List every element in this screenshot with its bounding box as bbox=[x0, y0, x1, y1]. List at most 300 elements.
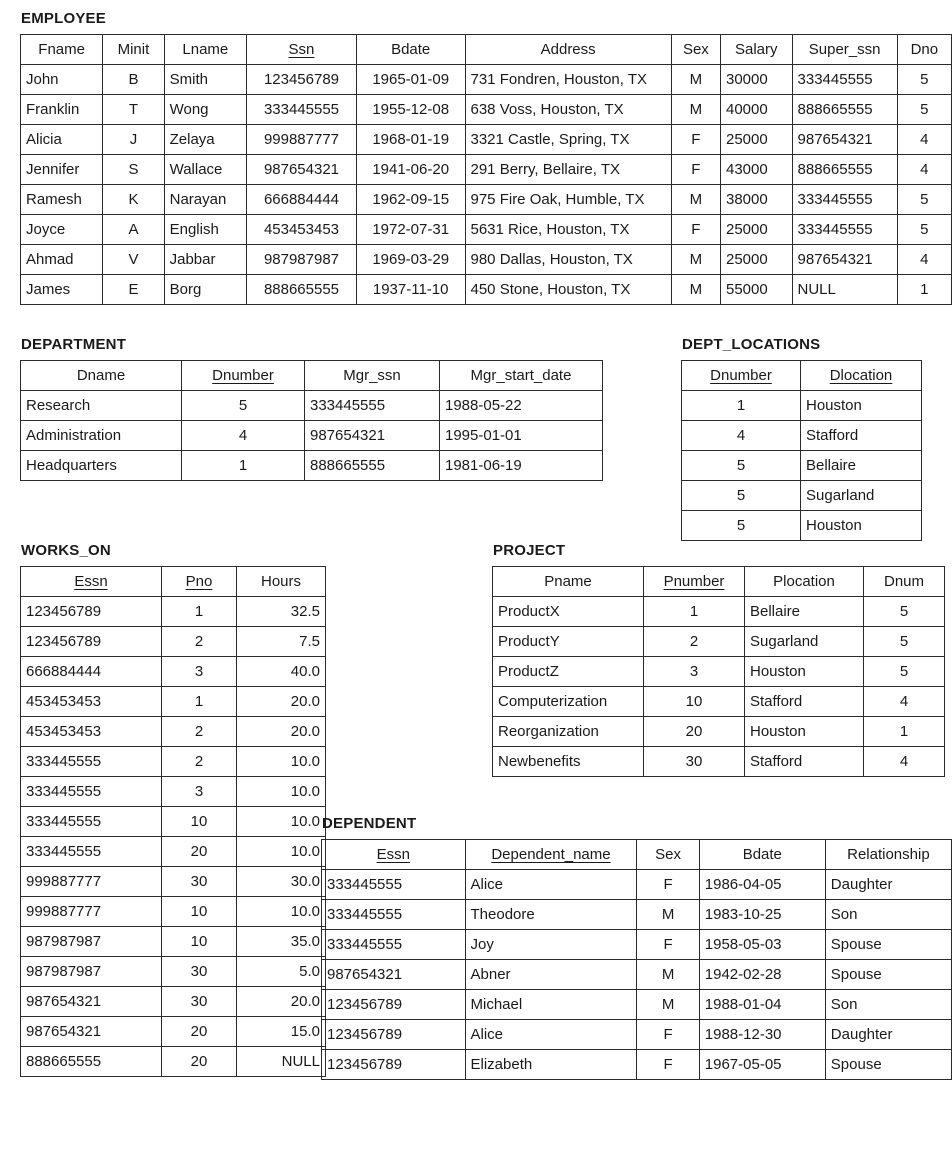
table-row bbox=[21, 215, 952, 245]
cell-sex: F bbox=[637, 1020, 699, 1050]
dependent-section bbox=[321, 815, 952, 1080]
cell-essn: 333445555 bbox=[21, 747, 162, 777]
project-section bbox=[492, 542, 945, 777]
cell-pno: 30 bbox=[162, 867, 237, 897]
cell-pno: 20 bbox=[162, 837, 237, 867]
cell-relationship: Spouse bbox=[825, 960, 951, 990]
cell-plocation: Stafford bbox=[745, 687, 864, 717]
cell-hours: 10.0 bbox=[237, 897, 326, 927]
cell-sex: M bbox=[637, 990, 699, 1020]
cell-dlocation: Sugarland bbox=[801, 481, 922, 511]
cell-address: 5631 Rice, Houston, TX bbox=[465, 215, 671, 245]
cell-sex: F bbox=[671, 215, 720, 245]
cell-hours: 7.5 bbox=[237, 627, 326, 657]
cell-essn: 888665555 bbox=[21, 1047, 162, 1077]
table-row bbox=[493, 657, 945, 687]
cell-relationship: Son bbox=[825, 900, 951, 930]
column-header-pname: Pname bbox=[493, 567, 644, 597]
cell-address: 980 Dallas, Houston, TX bbox=[465, 245, 671, 275]
cell-sex: M bbox=[671, 95, 720, 125]
cell-essn: 333445555 bbox=[21, 807, 162, 837]
cell-lname: Wong bbox=[164, 95, 246, 125]
cell-dlocation: Houston bbox=[801, 391, 922, 421]
cell-essn: 999887777 bbox=[21, 897, 162, 927]
cell-hours: NULL bbox=[237, 1047, 326, 1077]
cell-address: 975 Fire Oak, Humble, TX bbox=[465, 185, 671, 215]
cell-dlocation: Stafford bbox=[801, 421, 922, 451]
cell-fname: James bbox=[21, 275, 103, 305]
cell-pnumber: 30 bbox=[644, 747, 745, 777]
dependent-table bbox=[321, 839, 952, 1080]
cell-essn: 333445555 bbox=[322, 900, 466, 930]
cell-dno: 4 bbox=[897, 155, 951, 185]
cell-fname: Jennifer bbox=[21, 155, 103, 185]
column-header-mgr-ssn: Mgr_ssn bbox=[305, 361, 440, 391]
cell-pno: 1 bbox=[162, 597, 237, 627]
cell-plocation: Stafford bbox=[745, 747, 864, 777]
column-header-dno: Dno bbox=[897, 35, 951, 65]
column-header-bdate: Bdate bbox=[699, 840, 825, 870]
cell-ssn: 666884444 bbox=[247, 185, 357, 215]
cell-hours: 35.0 bbox=[237, 927, 326, 957]
cell-bdate: 1983-10-25 bbox=[699, 900, 825, 930]
cell-pnumber: 1 bbox=[644, 597, 745, 627]
cell-hours: 32.5 bbox=[237, 597, 326, 627]
cell-dlocation: Bellaire bbox=[801, 451, 922, 481]
cell-salary: 25000 bbox=[721, 215, 793, 245]
cell-bdate: 1967-05-05 bbox=[699, 1050, 825, 1080]
project-title: PROJECT bbox=[493, 542, 566, 559]
table-row bbox=[21, 391, 603, 421]
cell-mgr-start-date: 1988-05-22 bbox=[440, 391, 603, 421]
cell-essn: 987654321 bbox=[322, 960, 466, 990]
cell-sex: M bbox=[637, 960, 699, 990]
table-row bbox=[21, 867, 326, 897]
cell-pnumber: 2 bbox=[644, 627, 745, 657]
cell-dependent-name: Michael bbox=[465, 990, 637, 1020]
table-row bbox=[21, 275, 952, 305]
table-row bbox=[21, 717, 326, 747]
table-row bbox=[21, 627, 326, 657]
cell-bdate: 1941-06-20 bbox=[356, 155, 465, 185]
cell-mgr-ssn: 888665555 bbox=[305, 451, 440, 481]
cell-ssn: 888665555 bbox=[247, 275, 357, 305]
cell-pno: 20 bbox=[162, 1047, 237, 1077]
cell-dname: Headquarters bbox=[21, 451, 182, 481]
cell-ssn: 453453453 bbox=[247, 215, 357, 245]
cell-bdate: 1955-12-08 bbox=[356, 95, 465, 125]
column-header-bdate: Bdate bbox=[356, 35, 465, 65]
cell-essn: 123456789 bbox=[322, 1020, 466, 1050]
column-header-dependent-name: Dependent_name bbox=[465, 840, 637, 870]
cell-dependent-name: Alice bbox=[465, 1020, 637, 1050]
cell-pname: Reorganization bbox=[493, 717, 644, 747]
header-row bbox=[493, 567, 945, 597]
cell-sex: M bbox=[671, 275, 720, 305]
column-header-mgr-start-date: Mgr_start_date bbox=[440, 361, 603, 391]
cell-essn: 987654321 bbox=[21, 1017, 162, 1047]
works-on-title: WORKS_ON bbox=[21, 542, 111, 559]
cell-fname: Alicia bbox=[21, 125, 103, 155]
cell-hours: 10.0 bbox=[237, 747, 326, 777]
column-header-minit: Minit bbox=[103, 35, 164, 65]
column-header-plocation: Plocation bbox=[745, 567, 864, 597]
cell-salary: 55000 bbox=[721, 275, 793, 305]
column-header-pnumber: Pnumber bbox=[644, 567, 745, 597]
cell-pno: 2 bbox=[162, 747, 237, 777]
cell-minit: A bbox=[103, 215, 164, 245]
cell-sex: F bbox=[637, 1050, 699, 1080]
cell-minit: K bbox=[103, 185, 164, 215]
cell-fname: Ahmad bbox=[21, 245, 103, 275]
cell-hours: 30.0 bbox=[237, 867, 326, 897]
cell-sex: F bbox=[671, 155, 720, 185]
column-header-relationship: Relationship bbox=[825, 840, 951, 870]
column-header-dnum: Dnum bbox=[864, 567, 945, 597]
column-header-super-ssn: Super_ssn bbox=[792, 35, 897, 65]
cell-dependent-name: Abner bbox=[465, 960, 637, 990]
column-header-dnumber: Dnumber bbox=[182, 361, 305, 391]
cell-hours: 5.0 bbox=[237, 957, 326, 987]
cell-essn: 987987987 bbox=[21, 927, 162, 957]
table-row bbox=[322, 990, 952, 1020]
cell-address: 3321 Castle, Spring, TX bbox=[465, 125, 671, 155]
cell-dnumber: 5 bbox=[182, 391, 305, 421]
table-row bbox=[21, 687, 326, 717]
table-row bbox=[21, 747, 326, 777]
cell-dno: 5 bbox=[897, 185, 951, 215]
cell-essn: 453453453 bbox=[21, 687, 162, 717]
cell-salary: 38000 bbox=[721, 185, 793, 215]
cell-super-ssn: 333445555 bbox=[792, 215, 897, 245]
employee-title: EMPLOYEE bbox=[21, 10, 106, 27]
table-row bbox=[21, 657, 326, 687]
cell-fname: Franklin bbox=[21, 95, 103, 125]
cell-mgr-start-date: 1981-06-19 bbox=[440, 451, 603, 481]
cell-address: 450 Stone, Houston, TX bbox=[465, 275, 671, 305]
cell-plocation: Houston bbox=[745, 657, 864, 687]
department-section bbox=[20, 336, 603, 481]
cell-dnum: 5 bbox=[864, 597, 945, 627]
cell-relationship: Daughter bbox=[825, 1020, 951, 1050]
cell-ssn: 999887777 bbox=[247, 125, 357, 155]
cell-relationship: Son bbox=[825, 990, 951, 1020]
table-row bbox=[493, 687, 945, 717]
cell-plocation: Sugarland bbox=[745, 627, 864, 657]
cell-hours: 20.0 bbox=[237, 987, 326, 1017]
column-header-sex: Sex bbox=[671, 35, 720, 65]
cell-pno: 1 bbox=[162, 687, 237, 717]
column-header-salary: Salary bbox=[721, 35, 793, 65]
cell-minit: J bbox=[103, 125, 164, 155]
table-row bbox=[21, 957, 326, 987]
cell-bdate: 1937-11-10 bbox=[356, 275, 465, 305]
table-row bbox=[322, 930, 952, 960]
cell-essn: 453453453 bbox=[21, 717, 162, 747]
cell-super-ssn: 888665555 bbox=[792, 95, 897, 125]
cell-pnumber: 10 bbox=[644, 687, 745, 717]
cell-minit: E bbox=[103, 275, 164, 305]
department-title: DEPARTMENT bbox=[21, 336, 127, 353]
header-row bbox=[322, 840, 952, 870]
cell-hours: 15.0 bbox=[237, 1017, 326, 1047]
cell-sex: M bbox=[671, 185, 720, 215]
cell-sex: M bbox=[671, 245, 720, 275]
cell-fname: John bbox=[21, 65, 103, 95]
cell-pno: 3 bbox=[162, 777, 237, 807]
cell-minit: B bbox=[103, 65, 164, 95]
cell-dnum: 4 bbox=[864, 687, 945, 717]
cell-dno: 4 bbox=[897, 125, 951, 155]
table-row bbox=[21, 837, 326, 867]
cell-lname: English bbox=[164, 215, 246, 245]
cell-essn: 666884444 bbox=[21, 657, 162, 687]
cell-pno: 30 bbox=[162, 957, 237, 987]
column-header-ssn: Ssn bbox=[247, 35, 357, 65]
cell-relationship: Spouse bbox=[825, 1050, 951, 1080]
cell-dno: 5 bbox=[897, 95, 951, 125]
cell-dnumber: 4 bbox=[182, 421, 305, 451]
cell-lname: Jabbar bbox=[164, 245, 246, 275]
cell-bdate: 1969-03-29 bbox=[356, 245, 465, 275]
dept-locations-section bbox=[681, 336, 922, 541]
table-row bbox=[682, 451, 922, 481]
cell-minit: S bbox=[103, 155, 164, 185]
cell-pno: 2 bbox=[162, 717, 237, 747]
cell-pno: 10 bbox=[162, 927, 237, 957]
cell-minit: T bbox=[103, 95, 164, 125]
cell-relationship: Daughter bbox=[825, 870, 951, 900]
cell-super-ssn: 987654321 bbox=[792, 245, 897, 275]
cell-essn: 123456789 bbox=[322, 990, 466, 1020]
column-header-essn: Essn bbox=[21, 567, 162, 597]
table-row bbox=[21, 1017, 326, 1047]
cell-dlocation: Houston bbox=[801, 511, 922, 541]
cell-address: 731 Fondren, Houston, TX bbox=[465, 65, 671, 95]
cell-pno: 10 bbox=[162, 897, 237, 927]
cell-dnum: 1 bbox=[864, 717, 945, 747]
header-row bbox=[21, 361, 603, 391]
column-header-sex: Sex bbox=[637, 840, 699, 870]
table-row bbox=[21, 245, 952, 275]
cell-essn: 999887777 bbox=[21, 867, 162, 897]
cell-dname: Administration bbox=[21, 421, 182, 451]
column-header-fname: Fname bbox=[21, 35, 103, 65]
cell-pname: Computerization bbox=[493, 687, 644, 717]
cell-dno: 5 bbox=[897, 215, 951, 245]
table-row bbox=[493, 747, 945, 777]
cell-essn: 123456789 bbox=[21, 627, 162, 657]
cell-bdate: 1942-02-28 bbox=[699, 960, 825, 990]
cell-essn: 333445555 bbox=[322, 930, 466, 960]
cell-bdate: 1962-09-15 bbox=[356, 185, 465, 215]
table-row bbox=[682, 391, 922, 421]
cell-fname: Joyce bbox=[21, 215, 103, 245]
department-table bbox=[20, 360, 603, 481]
cell-sex: M bbox=[637, 900, 699, 930]
employee-section bbox=[20, 10, 952, 305]
table-row bbox=[21, 65, 952, 95]
cell-mgr-ssn: 987654321 bbox=[305, 421, 440, 451]
cell-dnum: 4 bbox=[864, 747, 945, 777]
table-row bbox=[682, 481, 922, 511]
cell-ssn: 333445555 bbox=[247, 95, 357, 125]
cell-dno: 5 bbox=[897, 65, 951, 95]
table-row bbox=[682, 511, 922, 541]
cell-dno: 4 bbox=[897, 245, 951, 275]
cell-essn: 987987987 bbox=[21, 957, 162, 987]
table-row bbox=[21, 421, 603, 451]
header-row bbox=[682, 361, 922, 391]
table-row bbox=[322, 1050, 952, 1080]
table-row bbox=[21, 987, 326, 1017]
cell-pname: ProductZ bbox=[493, 657, 644, 687]
cell-dnumber: 5 bbox=[682, 481, 801, 511]
cell-address: 638 Voss, Houston, TX bbox=[465, 95, 671, 125]
cell-hours: 10.0 bbox=[237, 777, 326, 807]
cell-salary: 40000 bbox=[721, 95, 793, 125]
cell-super-ssn: NULL bbox=[792, 275, 897, 305]
cell-mgr-ssn: 333445555 bbox=[305, 391, 440, 421]
cell-sex: F bbox=[637, 930, 699, 960]
table-row bbox=[322, 960, 952, 990]
cell-dependent-name: Joy bbox=[465, 930, 637, 960]
cell-hours: 20.0 bbox=[237, 687, 326, 717]
table-row bbox=[493, 627, 945, 657]
cell-hours: 10.0 bbox=[237, 837, 326, 867]
cell-bdate: 1972-07-31 bbox=[356, 215, 465, 245]
table-row bbox=[21, 927, 326, 957]
cell-sex: M bbox=[671, 65, 720, 95]
cell-bdate: 1986-04-05 bbox=[699, 870, 825, 900]
cell-lname: Zelaya bbox=[164, 125, 246, 155]
dependent-title: DEPENDENT bbox=[322, 815, 417, 832]
cell-essn: 123456789 bbox=[322, 1050, 466, 1080]
column-header-dnumber: Dnumber bbox=[682, 361, 801, 391]
column-header-essn: Essn bbox=[322, 840, 466, 870]
table-row bbox=[493, 717, 945, 747]
table-row bbox=[682, 421, 922, 451]
cell-dnumber: 5 bbox=[682, 451, 801, 481]
cell-dnumber: 1 bbox=[182, 451, 305, 481]
table-row bbox=[21, 95, 952, 125]
cell-bdate: 1988-01-04 bbox=[699, 990, 825, 1020]
table-row bbox=[21, 451, 603, 481]
cell-dependent-name: Alice bbox=[465, 870, 637, 900]
cell-pname: ProductY bbox=[493, 627, 644, 657]
cell-dname: Research bbox=[21, 391, 182, 421]
table-row bbox=[322, 900, 952, 930]
cell-bdate: 1968-01-19 bbox=[356, 125, 465, 155]
cell-pno: 20 bbox=[162, 1017, 237, 1047]
cell-dnumber: 4 bbox=[682, 421, 801, 451]
cell-minit: V bbox=[103, 245, 164, 275]
cell-mgr-start-date: 1995-01-01 bbox=[440, 421, 603, 451]
cell-address: 291 Berry, Bellaire, TX bbox=[465, 155, 671, 185]
cell-hours: 40.0 bbox=[237, 657, 326, 687]
column-header-lname: Lname bbox=[164, 35, 246, 65]
table-row bbox=[21, 597, 326, 627]
table-row bbox=[21, 155, 952, 185]
cell-lname: Smith bbox=[164, 65, 246, 95]
cell-dependent-name: Theodore bbox=[465, 900, 637, 930]
header-row bbox=[21, 567, 326, 597]
cell-hours: 20.0 bbox=[237, 717, 326, 747]
table-row bbox=[21, 125, 952, 155]
column-header-dname: Dname bbox=[21, 361, 182, 391]
table-row bbox=[21, 897, 326, 927]
cell-relationship: Spouse bbox=[825, 930, 951, 960]
works-on-section bbox=[20, 542, 326, 1077]
cell-pnumber: 20 bbox=[644, 717, 745, 747]
cell-dno: 1 bbox=[897, 275, 951, 305]
column-header-pno: Pno bbox=[162, 567, 237, 597]
table-row bbox=[493, 597, 945, 627]
table-row bbox=[21, 807, 326, 837]
cell-super-ssn: 333445555 bbox=[792, 185, 897, 215]
cell-dnum: 5 bbox=[864, 627, 945, 657]
table-row bbox=[21, 777, 326, 807]
column-header-address: Address bbox=[465, 35, 671, 65]
table-row bbox=[21, 185, 952, 215]
cell-sex: F bbox=[637, 870, 699, 900]
table-row bbox=[21, 1047, 326, 1077]
cell-essn: 123456789 bbox=[21, 597, 162, 627]
cell-plocation: Bellaire bbox=[745, 597, 864, 627]
cell-lname: Narayan bbox=[164, 185, 246, 215]
cell-bdate: 1965-01-09 bbox=[356, 65, 465, 95]
cell-pno: 2 bbox=[162, 627, 237, 657]
cell-salary: 25000 bbox=[721, 125, 793, 155]
employee-table bbox=[20, 34, 952, 305]
cell-pname: Newbenefits bbox=[493, 747, 644, 777]
cell-ssn: 123456789 bbox=[247, 65, 357, 95]
cell-pno: 30 bbox=[162, 987, 237, 1017]
cell-pno: 10 bbox=[162, 807, 237, 837]
table-row bbox=[322, 1020, 952, 1050]
cell-essn: 333445555 bbox=[322, 870, 466, 900]
cell-dnum: 5 bbox=[864, 657, 945, 687]
cell-dnumber: 5 bbox=[682, 511, 801, 541]
cell-fname: Ramesh bbox=[21, 185, 103, 215]
cell-bdate: 1958-05-03 bbox=[699, 930, 825, 960]
cell-pnumber: 3 bbox=[644, 657, 745, 687]
cell-hours: 10.0 bbox=[237, 807, 326, 837]
cell-super-ssn: 987654321 bbox=[792, 125, 897, 155]
cell-dnumber: 1 bbox=[682, 391, 801, 421]
cell-pno: 3 bbox=[162, 657, 237, 687]
project-table bbox=[492, 566, 945, 777]
works-on-table bbox=[20, 566, 326, 1077]
cell-essn: 987654321 bbox=[21, 987, 162, 1017]
dept-locations-table bbox=[681, 360, 922, 541]
column-header-dlocation: Dlocation bbox=[801, 361, 922, 391]
cell-lname: Borg bbox=[164, 275, 246, 305]
cell-bdate: 1988-12-30 bbox=[699, 1020, 825, 1050]
cell-dependent-name: Elizabeth bbox=[465, 1050, 637, 1080]
cell-super-ssn: 888665555 bbox=[792, 155, 897, 185]
cell-super-ssn: 333445555 bbox=[792, 65, 897, 95]
dept-locations-title: DEPT_LOCATIONS bbox=[682, 336, 821, 353]
cell-pname: ProductX bbox=[493, 597, 644, 627]
cell-salary: 25000 bbox=[721, 245, 793, 275]
cell-plocation: Houston bbox=[745, 717, 864, 747]
cell-ssn: 987987987 bbox=[247, 245, 357, 275]
cell-essn: 333445555 bbox=[21, 777, 162, 807]
cell-salary: 43000 bbox=[721, 155, 793, 185]
cell-essn: 333445555 bbox=[21, 837, 162, 867]
table-row bbox=[322, 870, 952, 900]
